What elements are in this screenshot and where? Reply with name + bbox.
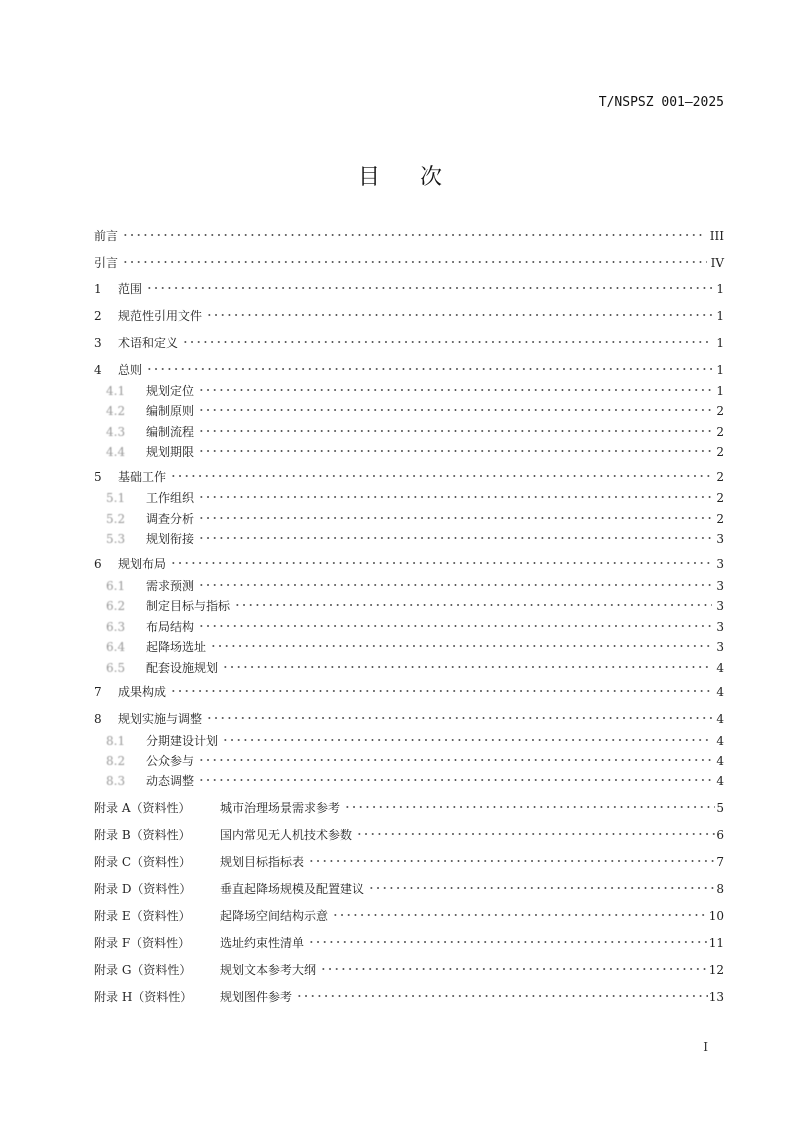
toc-entry-label: 分期建设计划 xyxy=(146,734,219,748)
toc-subsection-entry[interactable] xyxy=(94,438,724,459)
toc-entry-page: 3 xyxy=(716,599,724,613)
dot-leader xyxy=(170,550,712,568)
toc-entry-page: 5 xyxy=(716,801,724,815)
dot-leader xyxy=(206,302,712,320)
dot-leader xyxy=(222,654,712,672)
toc-appendix-entry[interactable] xyxy=(94,902,724,923)
toc-entry-number: 4.2 xyxy=(106,404,126,418)
toc-entry-number: 3 xyxy=(94,336,102,350)
toc-appendix-entry[interactable] xyxy=(94,848,724,869)
toc-subsection-entry[interactable] xyxy=(94,767,724,788)
page-title-part-1: 目 xyxy=(357,165,380,190)
toc-entry-page: 12 xyxy=(708,963,724,977)
toc-subsection-entry[interactable] xyxy=(94,418,724,439)
toc-entry-number: 附录 G（资料性） xyxy=(94,963,192,977)
toc-subsection-entry[interactable] xyxy=(94,397,724,418)
toc-entry-label: 编制原则 xyxy=(146,404,195,418)
toc-entry-page: 3 xyxy=(716,620,724,634)
dot-leader xyxy=(206,705,712,723)
dot-leader xyxy=(198,572,712,590)
toc-entry-page: 4 xyxy=(716,661,724,675)
toc-entry-label: 需求预测 xyxy=(146,579,195,593)
dot-leader xyxy=(146,275,712,293)
toc-entry-page: 13 xyxy=(708,990,724,1004)
toc-section-entry[interactable] xyxy=(94,249,724,270)
toc-entry-page: 4 xyxy=(716,774,724,788)
toc-subsection-entry[interactable] xyxy=(94,633,724,654)
toc-entry-number: 5.2 xyxy=(106,512,126,526)
toc-entry-number: 附录 A（资料性） xyxy=(94,801,191,815)
page-number: I xyxy=(703,1040,708,1054)
dot-leader xyxy=(356,821,715,839)
toc-entry-page: 2 xyxy=(716,425,724,439)
toc-entry-number: 5 xyxy=(94,470,102,484)
toc-section-entry[interactable] xyxy=(94,550,724,571)
toc-entry-number: 附录 E（资料性） xyxy=(94,909,191,923)
toc-entry-number: 4.3 xyxy=(106,425,126,439)
toc-subsection-entry[interactable] xyxy=(94,484,724,505)
toc-entry-page: 11 xyxy=(708,936,724,950)
toc-entry-label: 规范性引用文件 xyxy=(118,309,203,323)
toc-subsection-entry[interactable] xyxy=(94,654,724,675)
toc-entry-page: 1 xyxy=(716,282,724,296)
toc-section-entry[interactable] xyxy=(94,329,724,350)
toc-subsection-entry[interactable] xyxy=(94,525,724,546)
toc-entry-label: 工作组织 xyxy=(146,491,195,505)
toc-entry-number: 6.4 xyxy=(106,640,126,654)
toc-entry-label: 编制流程 xyxy=(146,425,195,439)
toc-section-entry[interactable] xyxy=(94,302,724,323)
toc-entry-label: 规划衔接 xyxy=(146,532,195,546)
toc-entry-number: 6.3 xyxy=(106,620,126,634)
dot-leader xyxy=(122,222,706,240)
toc-appendix-entry[interactable] xyxy=(94,821,724,842)
toc-subsection-entry[interactable] xyxy=(94,377,724,398)
toc-entry-page: 3 xyxy=(716,557,724,571)
dot-leader xyxy=(146,356,712,374)
toc-entry-label: 选址约束性清单 xyxy=(220,936,305,950)
dot-leader xyxy=(308,929,708,947)
toc-entry-page: 1 xyxy=(716,309,724,323)
toc-entry-number: 6.2 xyxy=(106,599,126,613)
toc-entry-label: 规划图件参考 xyxy=(220,990,293,1004)
toc-entry-number: 5.1 xyxy=(106,491,126,505)
toc-appendix-entry[interactable] xyxy=(94,794,724,815)
dot-leader xyxy=(198,505,712,523)
toc-entry-label: 基础工作 xyxy=(118,470,167,484)
toc-entry-page: 7 xyxy=(716,855,724,869)
toc-entry-number: 1 xyxy=(94,282,102,296)
dot-leader xyxy=(198,613,712,631)
dot-leader xyxy=(198,418,712,436)
dot-leader xyxy=(344,794,715,812)
toc-entry-page: IV xyxy=(710,256,724,270)
toc-entry-label: 规划文本参考大纲 xyxy=(220,963,317,977)
dot-leader xyxy=(182,329,712,347)
dot-leader xyxy=(222,727,712,745)
toc-entry-page: 1 xyxy=(716,384,724,398)
toc-entry-number: 6.5 xyxy=(106,661,126,675)
toc-entry-label: 垂直起降场规模及配置建议 xyxy=(220,882,365,896)
toc-entry-label: 前言 xyxy=(94,229,119,243)
dot-leader xyxy=(198,747,712,765)
toc-entry-label: 城市治理场景需求参考 xyxy=(220,801,341,815)
dot-leader xyxy=(198,767,712,785)
toc-entry-number: 2 xyxy=(94,309,102,323)
toc-entry-number: 附录 C（资料性） xyxy=(94,855,191,869)
dot-leader xyxy=(308,848,715,866)
toc-entry-page: III xyxy=(709,229,724,243)
toc-entry-number: 5.3 xyxy=(106,532,126,546)
toc-entry-label: 规划目标指标表 xyxy=(220,855,305,869)
toc-entry-page: 4 xyxy=(716,754,724,768)
toc-entry-page: 2 xyxy=(716,470,724,484)
toc-subsection-entry[interactable] xyxy=(94,727,724,748)
toc-entry-label: 规划期限 xyxy=(146,445,195,459)
toc-subsection-entry[interactable] xyxy=(94,747,724,768)
dot-leader xyxy=(198,484,712,502)
toc-entry-number: 7 xyxy=(94,685,102,699)
toc-entry-label: 起降场选址 xyxy=(146,640,207,654)
dot-leader xyxy=(368,875,715,893)
toc-entry-page: 2 xyxy=(716,491,724,505)
dot-leader xyxy=(234,592,712,610)
dot-leader xyxy=(198,397,712,415)
toc-entry-label: 制定目标与指标 xyxy=(146,599,231,613)
toc-section-entry[interactable] xyxy=(94,705,724,726)
page-title-part-2: 次 xyxy=(420,165,443,190)
toc-appendix-entry[interactable] xyxy=(94,875,724,896)
toc-section-entry[interactable] xyxy=(94,222,724,243)
toc-entry-number: 4 xyxy=(94,363,102,377)
toc-section-entry[interactable] xyxy=(94,678,724,699)
toc-entry-label: 布局结构 xyxy=(146,620,195,634)
toc-entry-label: 公众参与 xyxy=(146,754,195,768)
toc-entry-page: 2 xyxy=(716,512,724,526)
toc-entry-page: 4 xyxy=(716,734,724,748)
dot-leader xyxy=(210,633,712,651)
dot-leader xyxy=(296,983,708,1001)
toc-entry-label: 配套设施规划 xyxy=(146,661,219,675)
toc-entry-number: 附录 D（资料性） xyxy=(94,882,192,896)
dot-leader xyxy=(198,438,712,456)
toc-entry-page: 3 xyxy=(716,532,724,546)
page-title xyxy=(0,160,800,191)
toc-entry-number: 附录 H（资料性） xyxy=(94,990,193,1004)
dot-leader xyxy=(332,902,708,920)
toc-entry-number: 附录 B（资料性） xyxy=(94,828,191,842)
toc-entry-page: 10 xyxy=(708,909,724,923)
toc-entry-number: 4.4 xyxy=(106,445,126,459)
document-code: T/NSPSZ 001—2025 xyxy=(598,95,724,110)
toc-section-entry[interactable] xyxy=(94,356,724,377)
toc-subsection-entry[interactable] xyxy=(94,505,724,526)
toc-entry-number: 6.1 xyxy=(106,579,126,593)
toc-entry-number: 4.1 xyxy=(106,384,126,398)
toc-entry-label: 规划布局 xyxy=(118,557,167,571)
toc-entry-page: 1 xyxy=(716,336,724,350)
dot-leader xyxy=(170,463,712,481)
toc-appendix-entry[interactable] xyxy=(94,956,724,977)
toc-entry-number: 附录 F（资料性） xyxy=(94,936,191,950)
toc-entry-page: 1 xyxy=(716,363,724,377)
toc-entry-label: 国内常见无人机技术参数 xyxy=(220,828,353,842)
dot-leader xyxy=(170,678,712,696)
toc-entry-label: 调查分析 xyxy=(146,512,195,526)
toc-entry-page: 6 xyxy=(716,828,724,842)
toc-entry-number: 8.3 xyxy=(106,774,126,788)
toc-entry-page: 4 xyxy=(716,685,724,699)
toc-entry-page: 3 xyxy=(716,579,724,593)
toc-entry-page: 4 xyxy=(716,712,724,726)
toc-entry-label: 引言 xyxy=(94,256,119,270)
toc-subsection-entry[interactable] xyxy=(94,613,724,634)
toc-entry-label: 规划定位 xyxy=(146,384,195,398)
toc-entry-number: 8 xyxy=(94,712,102,726)
dot-leader xyxy=(198,525,712,543)
toc-entry-number: 8.2 xyxy=(106,754,126,768)
toc-entry-number: 6 xyxy=(94,557,102,571)
dot-leader xyxy=(122,249,707,267)
toc-subsection-entry[interactable] xyxy=(94,572,724,593)
toc-entry-label: 范围 xyxy=(118,282,143,296)
toc-entry-label: 总则 xyxy=(118,363,143,377)
toc-section-entry[interactable] xyxy=(94,275,724,296)
toc-appendix-entry[interactable] xyxy=(94,983,724,1004)
toc-entry-label: 成果构成 xyxy=(118,685,167,699)
toc-entry-page: 2 xyxy=(716,404,724,418)
toc-entry-label: 起降场空间结构示意 xyxy=(220,909,329,923)
toc-entry-number: 8.1 xyxy=(106,734,126,748)
toc-entry-page: 8 xyxy=(716,882,724,896)
toc-entry-label: 规划实施与调整 xyxy=(118,712,203,726)
dot-leader xyxy=(320,956,708,974)
toc-subsection-entry[interactable] xyxy=(94,592,724,613)
toc-entry-label: 术语和定义 xyxy=(118,336,179,350)
toc-entry-page: 2 xyxy=(716,445,724,459)
toc-section-entry[interactable] xyxy=(94,463,724,484)
toc-entry-page: 3 xyxy=(716,640,724,654)
dot-leader xyxy=(198,377,712,395)
toc-appendix-entry[interactable] xyxy=(94,929,724,950)
toc-entry-label: 动态调整 xyxy=(146,774,195,788)
